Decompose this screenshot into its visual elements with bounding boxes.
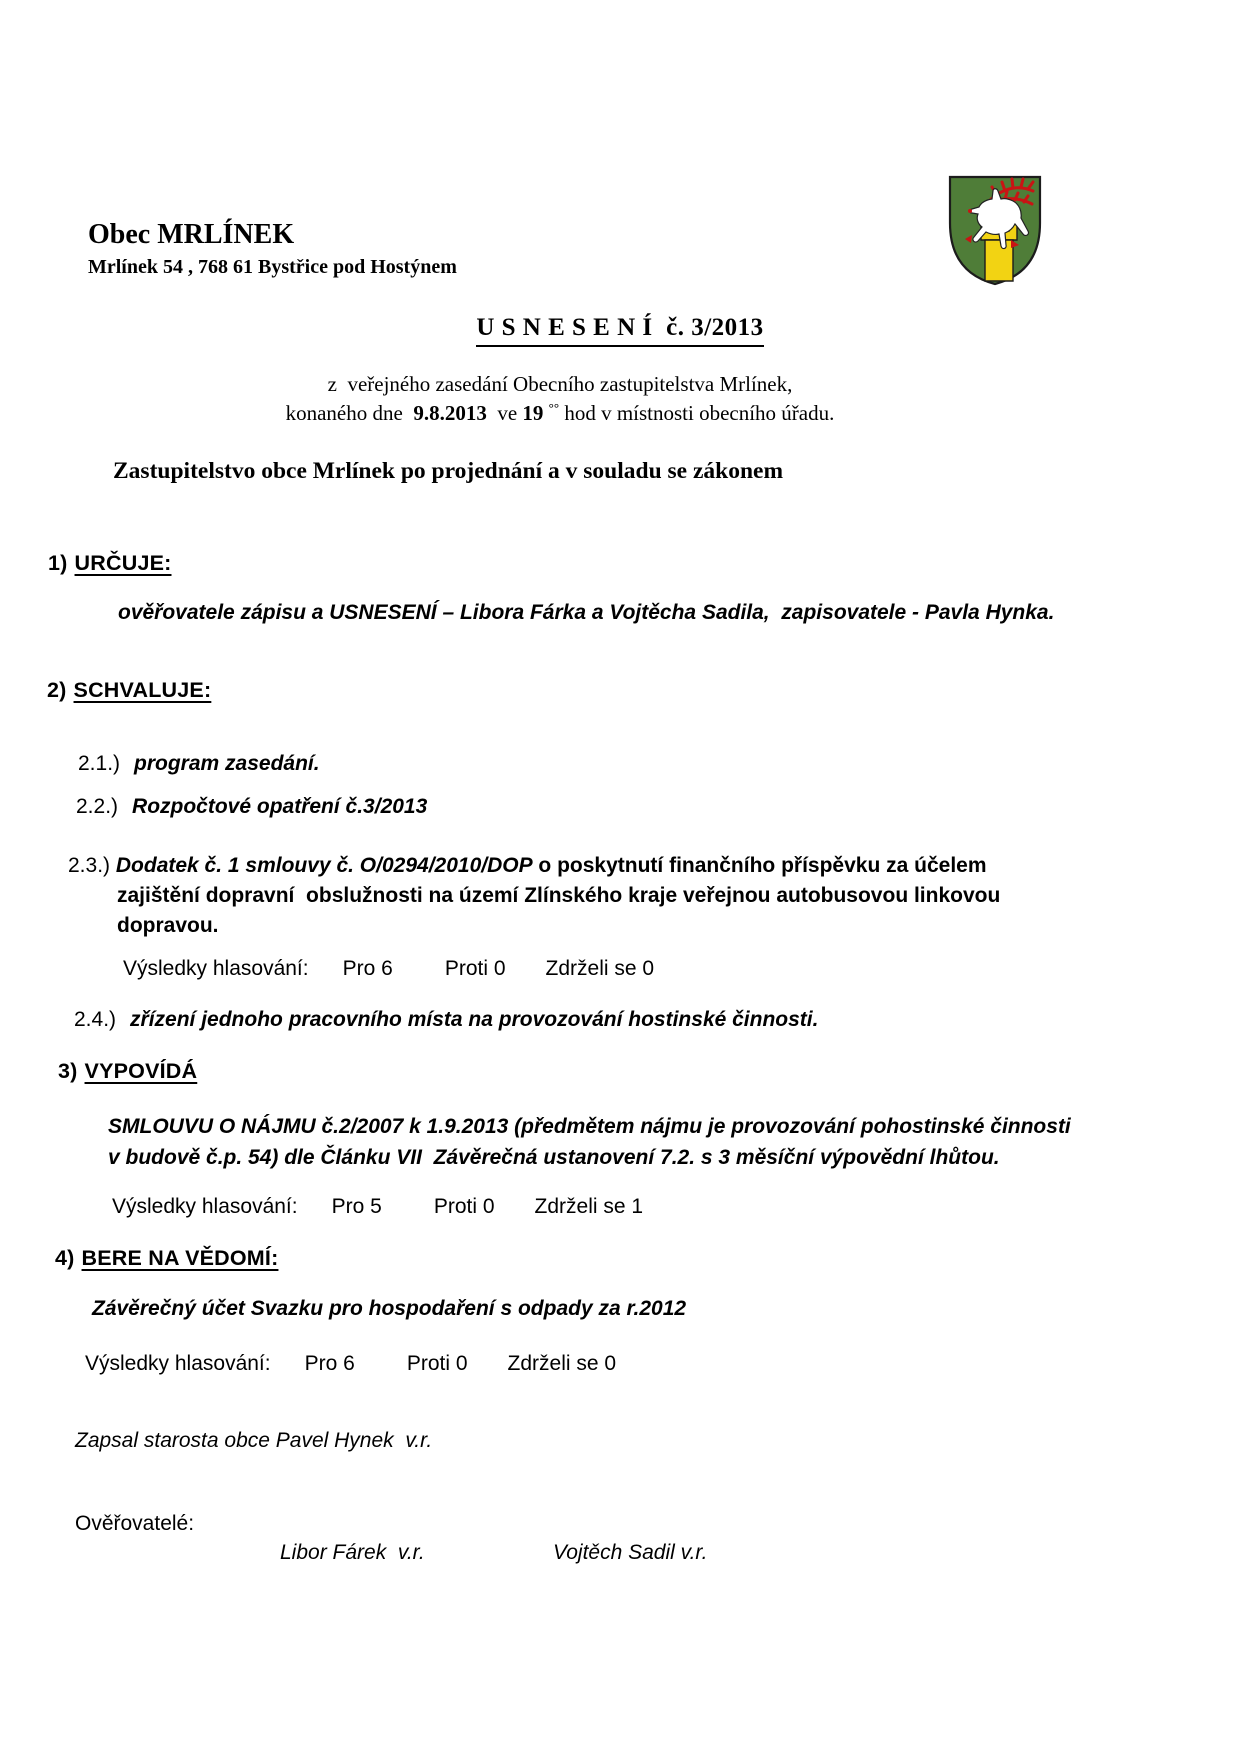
section-2-title: SCHVALUJE:	[73, 678, 212, 702]
meeting-prefix: konaného dne	[285, 401, 414, 425]
item-2-3	[68, 851, 1000, 941]
vote-proti: Proti 0	[433, 1195, 495, 1218]
municipality-name: Obec MRLÍNEK	[88, 219, 295, 250]
section-1-heading	[48, 551, 172, 576]
vote-pro: Pro 6	[304, 1352, 355, 1375]
subtitle-line1: z veřejného zasedání Obecního zastupitelstva Mrlínek,	[327, 372, 793, 396]
section-2-number: 2)	[47, 678, 67, 702]
verifier-2-signature: Vojtěch Sadil v.r.	[553, 1541, 708, 1564]
municipality-address: Mrlínek 54 , 768 61 Bystřice pod Hostýnem	[88, 256, 457, 278]
section-1-title: URČUJE:	[74, 551, 172, 575]
meeting-time: 19	[522, 401, 549, 425]
item-2-4	[74, 1008, 818, 1032]
subtitle-line2	[0, 400, 1120, 426]
section-3-number: 3)	[58, 1059, 78, 1083]
item-2-3-text-1: o poskytnutí finančního příspěvku za účelem	[532, 854, 987, 877]
section-3-body-line2: v budově č.p. 54) dle Článku VII Závěrečná ustanovení 7.2. s 3 měsíční výpovědní lhůtou.	[108, 1146, 1000, 1169]
section-4-title: BERE NA VĚDOMÍ:	[81, 1246, 279, 1270]
section-3-heading	[58, 1059, 197, 1084]
vote-zdrzeli: Zdrželi se 0	[545, 957, 655, 980]
item-2-3-text-3: dopravou.	[117, 914, 219, 937]
item-2-1-number: 2.1.)	[78, 752, 121, 775]
vote-proti: Proti 0	[444, 957, 506, 980]
verifiers-label: Ověřovatelé:	[75, 1512, 195, 1535]
vote-zdrzeli: Zdrželi se 1	[534, 1195, 644, 1218]
vote-zdrzeli: Zdrželi se 0	[507, 1352, 617, 1375]
vote-label: Výsledky hlasování:	[112, 1195, 298, 1218]
meeting-suffix: hod v místnosti obecního úřadu.	[559, 401, 835, 425]
meeting-mid: ve	[486, 401, 523, 425]
verifier-1-signature: Libor Fárek v.r.	[280, 1541, 425, 1564]
vote-label: Výsledky hlasování:	[85, 1352, 271, 1375]
crest-stag-nose	[968, 209, 972, 213]
item-2-2-number: 2.2.)	[76, 795, 119, 818]
title-row	[0, 314, 1240, 347]
item-2-3-contract-ref: Dodatek č. 1 smlouvy č. O/0294/2010/DOP	[115, 854, 533, 877]
section-3-body	[108, 1111, 1071, 1173]
vote-pro: Pro 5	[331, 1195, 382, 1218]
meeting-time-superscript: °°	[548, 400, 560, 415]
section-4-heading	[55, 1246, 278, 1271]
vote-results-3	[112, 1195, 643, 1219]
item-2-3-text-2: zajištění dopravní obslužnosti na území Zlínského kraje veřejnou autobusovou linkovou	[117, 884, 1001, 907]
item-2-2	[76, 795, 427, 819]
item-2-3-line1	[68, 851, 1000, 881]
item-2-1-text: program zasedání.	[134, 752, 320, 775]
item-2-2-text: Rozpočtové opatření č.3/2013	[132, 795, 428, 818]
item-2-4-number: 2.4.)	[74, 1008, 117, 1031]
coat-of-arms-icon	[945, 170, 1045, 292]
vote-results-4	[85, 1352, 616, 1376]
resolution-title: U S N E S E N Í č. 3/2013	[476, 314, 763, 347]
vote-results-2-3	[123, 957, 654, 981]
section-3-title: VYPOVÍDÁ	[84, 1059, 198, 1083]
item-2-4-text: zřízení jednoho pracovního místa na provozování hostinské činnosti.	[130, 1008, 819, 1031]
section-3-body-line1: SMLOUVU O NÁJMU č.2/2007 k 1.9.2013 (předmětem nájmu je provozování pohostinské činnosti	[108, 1115, 1071, 1138]
recorded-by-line: Zapsal starosta obce Pavel Hynek v.r.	[75, 1429, 433, 1452]
vote-pro: Pro 6	[342, 957, 393, 980]
vote-proti: Proti 0	[406, 1352, 468, 1375]
section-4-body: Závěrečný účet Svazku pro hospodaření s odpady za r.2012	[92, 1297, 687, 1320]
section-2-heading	[47, 678, 211, 703]
section-1-body: ověřovatele zápisu a USNESENÍ – Libora Fárka a Vojtěcha Sadila, zapisovatele - Pavla Hynka.	[118, 601, 1055, 624]
meeting-date: 9.8.2013	[413, 401, 487, 425]
item-2-1	[78, 752, 320, 776]
vote-label: Výsledky hlasování:	[123, 957, 309, 980]
item-2-3-number: 2.3.)	[68, 854, 111, 877]
section-4-number: 4)	[55, 1246, 75, 1270]
section-1-number: 1)	[48, 551, 68, 575]
intro-line: Zastupitelstvo obce Mrlínek po projednání a v souladu se zákonem	[113, 458, 784, 484]
